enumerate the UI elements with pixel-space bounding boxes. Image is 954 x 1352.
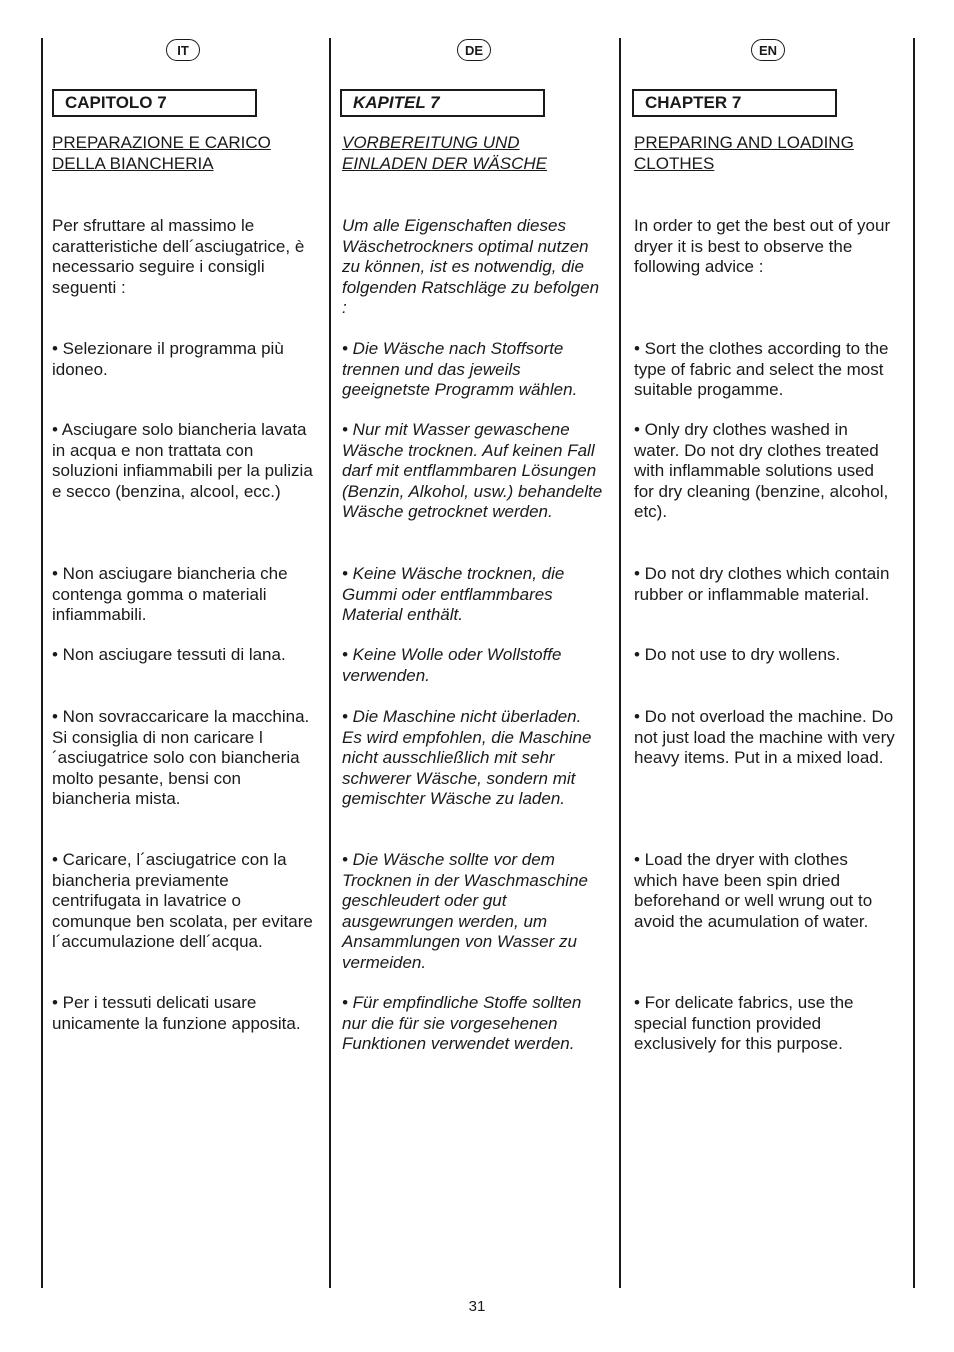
bullet-item: • Per i tessuti delicati usare unicamente la funzione apposita.	[52, 993, 301, 1033]
bullet-item: • Only dry clothes washed in water. Do not dry clothes treated with inflammable solutions used for dry cleaning (benzine, alcohol, etc).	[634, 420, 889, 521]
section-heading-line2: DELLA BIANCHERIA	[52, 153, 214, 173]
language-badge-en: EN	[751, 39, 785, 61]
bullet-item: • Nur mit Wasser gewaschene Wäsche trocknen. Auf keinen Fall darf mit entflammbaren Lösungen (Benzin, Alkohol, usw.) behandelte Wäsche getrocknet werden.	[342, 420, 603, 521]
section-heading-line1: PREPARING AND LOADING	[634, 133, 854, 152]
bullet-item: • Keine Wäsche trocknen, die Gummi oder entflammbares Material enthält.	[342, 564, 565, 624]
bullet-item: • For delicate fabrics, use the special function provided exclusively for this purpose.	[634, 993, 854, 1053]
bullet-item: • Non asciugare biancheria che contenga gomma o materiali infiammabili.	[52, 564, 288, 624]
bullet-item: • Do not dry clothes which contain rubber or inflammable material.	[634, 564, 890, 604]
column-divider-2	[619, 38, 621, 1288]
section-heading-line1: PREPARAZIONE E CARICO	[52, 133, 271, 152]
bullet-item: • Do not overload the machine. Do not just load the machine with very heavy items. Put in a mixed load.	[634, 707, 895, 767]
chapter-title-it: CAPITOLO 7	[52, 89, 257, 117]
language-badge-de: DE	[457, 39, 491, 61]
section-heading-it	[52, 133, 322, 174]
section-heading-line1: VORBEREITUNG UND	[342, 133, 520, 152]
page-number: 31	[468, 1298, 486, 1315]
column-divider-right	[913, 38, 915, 1288]
intro-paragraph-en: In order to get the best out of your dryer it is best to observe the following advice :	[634, 216, 891, 276]
bullet-item: • Die Wäsche sollte vor dem Trocknen in der Waschmaschine geschleudert oder gut ausgewrungen werden, um Ansammlungen von Wasser zu vermeiden.	[342, 850, 588, 972]
bullet-item: • Keine Wolle oder Wollstoffe verwenden.	[342, 645, 562, 685]
bullet-item: • Do not use to dry wollens.	[634, 645, 841, 664]
bullet-item: • Für empfindliche Stoffe sollten nur die für sie vorgesehenen Funktionen verwendet werden.	[342, 993, 582, 1053]
intro-paragraph-de: Um alle Eigenschaften dieses Wäschetrockners optimal nutzen zu können, ist es notwendig, die folgenden Ratschläge zu befolgen :	[342, 216, 600, 317]
bullet-item: • Non sovraccaricare la macchina. Si consiglia di non caricare l´asciugatrice solo con biancheria molto pesante, bensi con biancheria mista.	[52, 707, 310, 808]
language-badge-it: IT	[166, 39, 200, 61]
section-heading-line2: EINLADEN DER WÄSCHE	[342, 153, 547, 173]
bullet-item: • Asciugare solo biancheria lavata in acqua e non trattata con soluzioni infiammabili per la pulizia e secco (benzina, alcool, ecc.)	[52, 420, 313, 501]
bullet-item: • Load the dryer with clothes which have been spin dried beforehand or well wrung out to avoid the acumulation of water.	[634, 850, 873, 931]
chapter-title-en: CHAPTER 7	[632, 89, 837, 117]
bullet-item: • Selezionare il programma più idoneo.	[52, 339, 284, 379]
intro-paragraph-it: Per sfruttare al massimo le caratteristiche dell´asciugatrice, è necessario seguire i consigli seguenti :	[52, 216, 305, 297]
section-heading-en	[634, 133, 904, 174]
chapter-title-de: KAPITEL 7	[340, 89, 545, 117]
bullet-item: • Caricare, l´asciugatrice con la biancheria previamente centrifugata in lavatrice o comunque ben scolata, per evitare l´accumulazione dell´acqua.	[52, 850, 313, 951]
bullet-item: • Die Wäsche nach Stoffsorte trennen und das jeweils geeignetste Programm wählen.	[342, 339, 578, 399]
column-divider-1	[329, 38, 331, 1288]
column-divider-left	[41, 38, 43, 1288]
section-heading-de	[342, 133, 612, 174]
section-heading-line2: CLOTHES	[634, 153, 715, 173]
bullet-item: • Die Maschine nicht überladen. Es wird empfohlen, die Maschine nicht ausschließlich mit sehr schwerer Wäsche, sondern mit gemischter Wäsche zu laden.	[342, 707, 592, 808]
bullet-item: • Sort the clothes according to the type of fabric and select the most suitable progamme.	[634, 339, 889, 399]
bullet-item: • Non asciugare tessuti di lana.	[52, 645, 286, 664]
